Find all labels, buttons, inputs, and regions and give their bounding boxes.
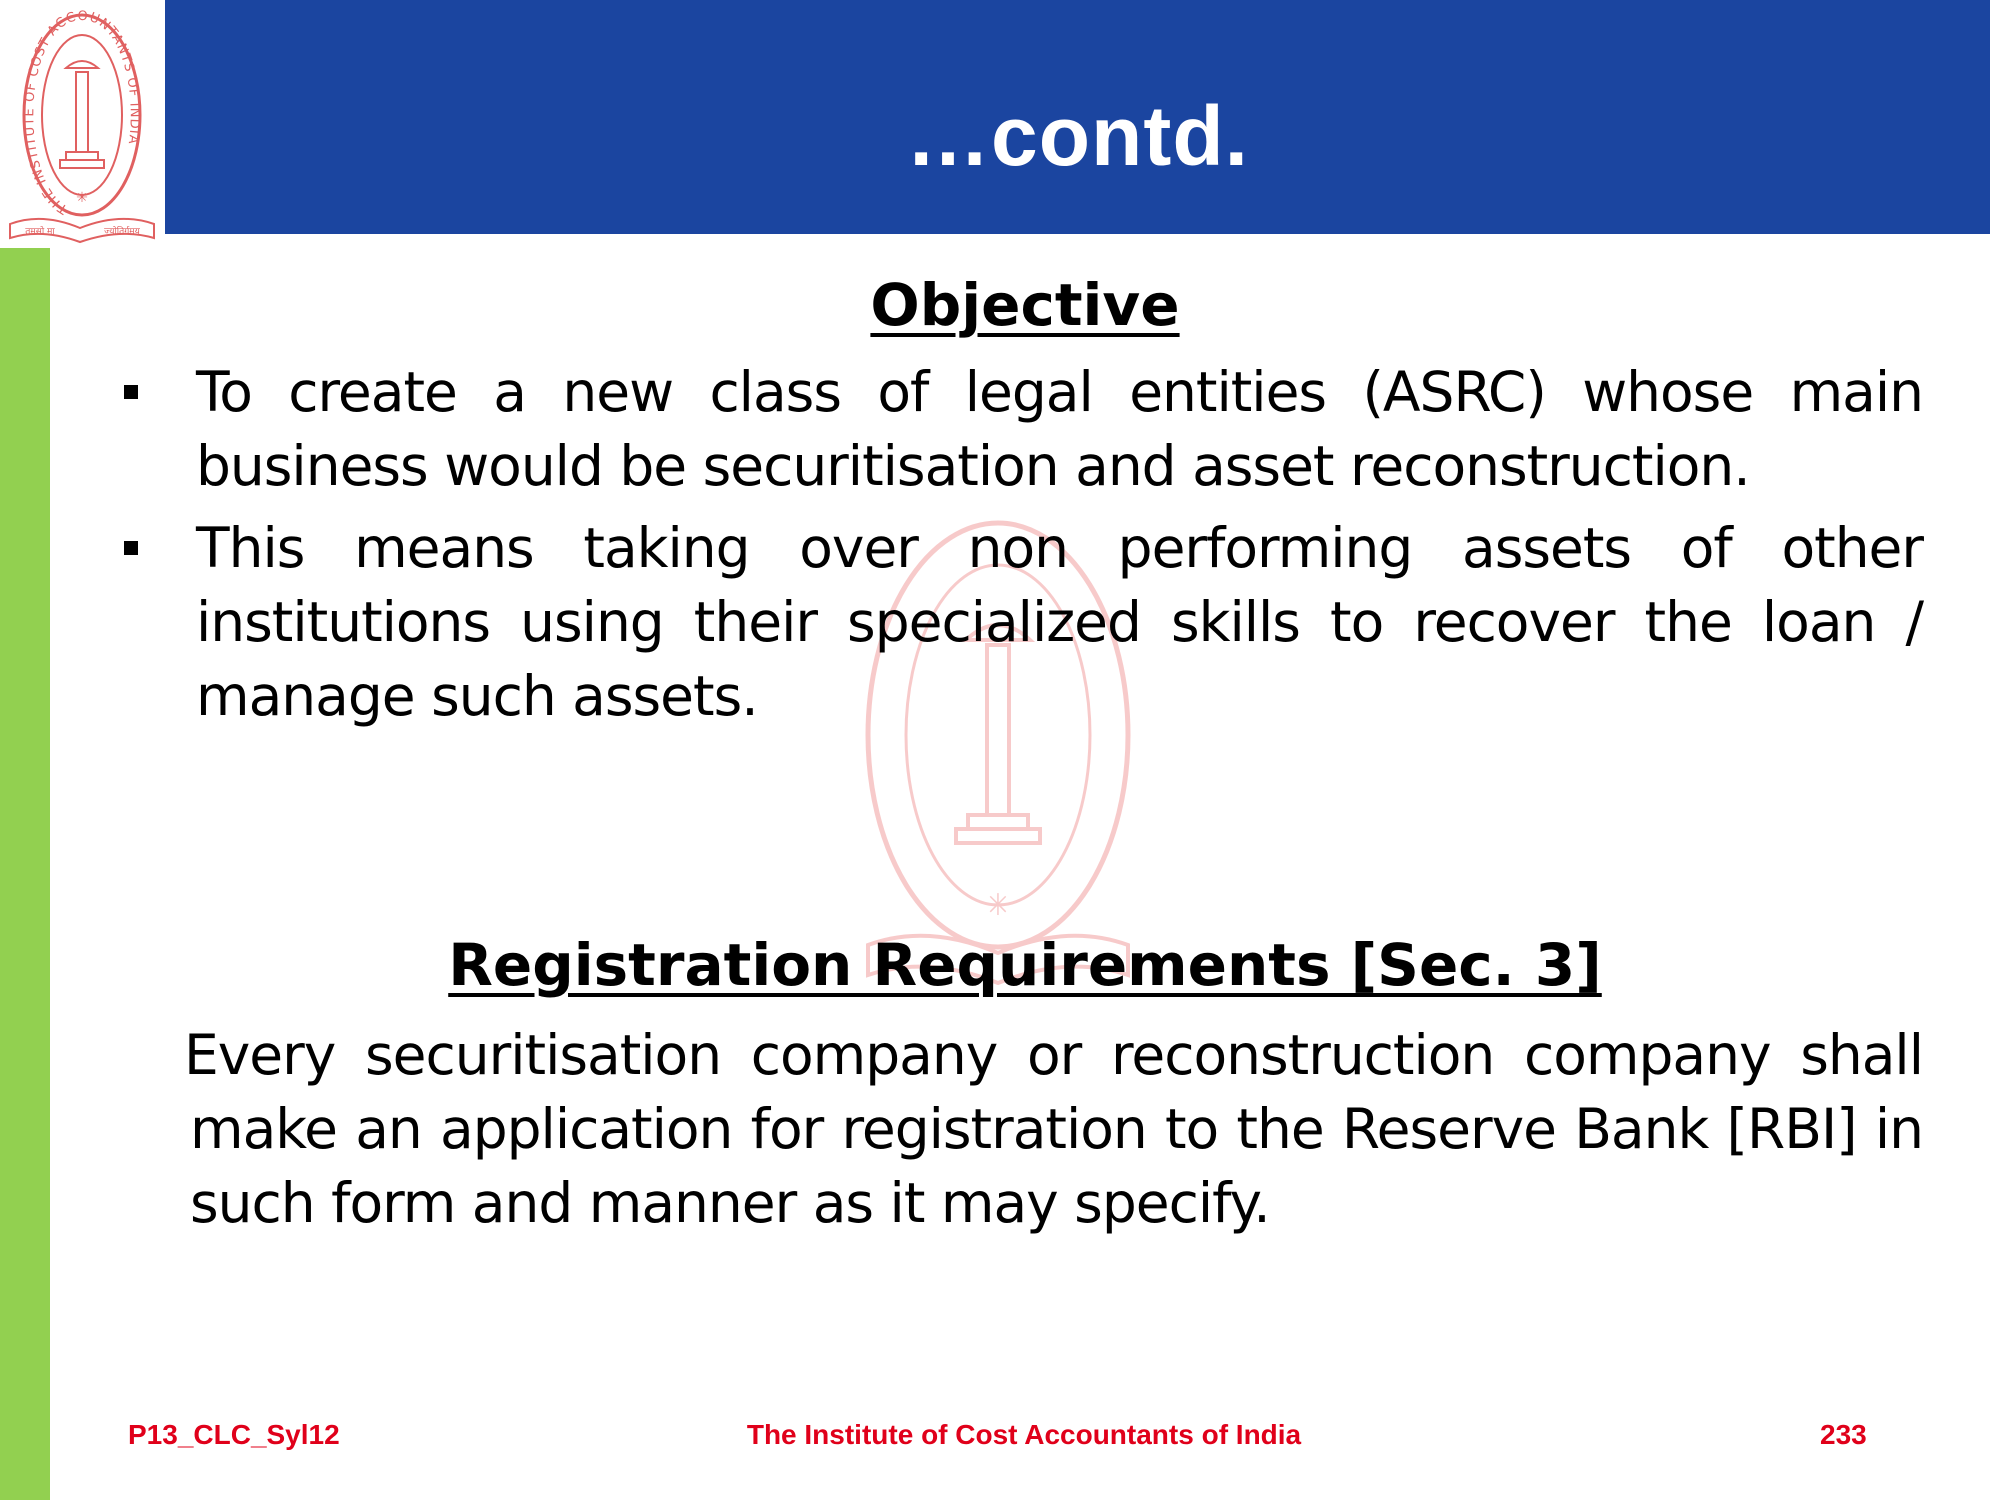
logo-motto-right: ज्योतिर्गमय xyxy=(104,227,140,237)
footer-page-number: 233 xyxy=(1820,1419,1867,1450)
objective-heading: Objective xyxy=(870,271,1180,339)
list-item xyxy=(118,355,1923,503)
registration-paragraph: Every securitisation company or reconstruction company shall make an application for registration to the Reserve Bank [RBI] in such form and manner as it may specify. xyxy=(184,1023,1923,1235)
side-accent-bar xyxy=(0,248,50,1500)
svg-text:✳: ✳ xyxy=(985,888,1011,923)
registration-heading: Registration Requirements [Sec. 3] xyxy=(448,931,1602,999)
footer-institute-name: The Institute of Cost Accountants of India xyxy=(746,1419,1302,1450)
institute-logo xyxy=(0,0,165,248)
objective-bullet-text: This means taking over non performing assets of other institutions using their specialized skills to recover the loan / manage such assets. xyxy=(196,516,1923,728)
logo-motto-left: तमसो मा xyxy=(25,227,55,237)
objective-bullet-text: To create a new class of legal entities (ASRC) whose main business would be securitisation and asset reconstruction. xyxy=(196,360,1923,498)
slide-title: …contd. xyxy=(906,89,1249,183)
logo-ring-text: THE INSTITUTE OF COST ACCOUNTANTS OF INDIA xyxy=(22,8,142,217)
title-bar xyxy=(165,0,1990,234)
bullet-square-icon xyxy=(124,385,138,399)
svg-text:✳: ✳ xyxy=(76,190,88,206)
bullet-square-icon xyxy=(124,541,138,555)
footer-course-code: P13_CLC_Syl12 xyxy=(128,1419,340,1450)
list-item xyxy=(118,511,1923,733)
objective-bullet-list xyxy=(118,355,1923,741)
